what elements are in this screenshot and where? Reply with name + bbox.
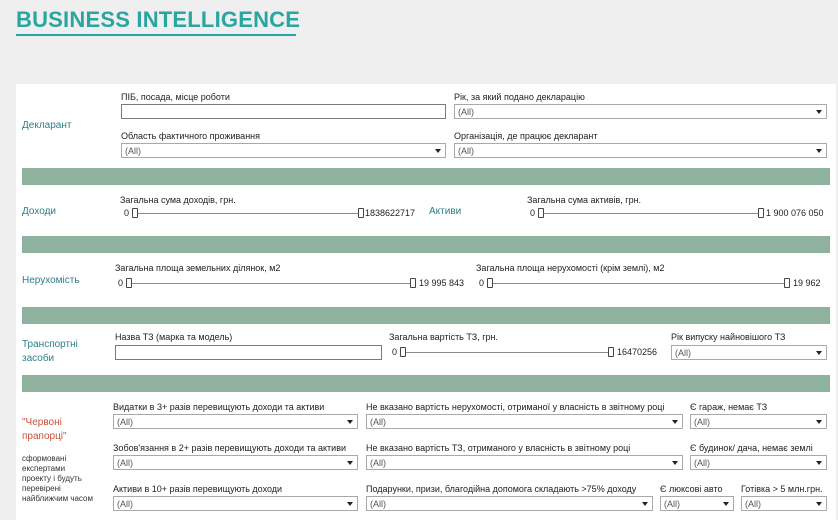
vehicle-cost-max-handle[interactable]	[608, 347, 614, 357]
flag-vehicle-cost-label: Не вказано вартість ТЗ, отриманого у власність в звітному році	[366, 443, 631, 453]
chevron-down-icon	[347, 461, 353, 465]
flag-house-label: Є будинок/ дача, немає землі	[690, 443, 813, 453]
flag-cash-select[interactable]	[741, 496, 827, 511]
red-flags-note	[22, 454, 93, 504]
flag-select-value: (All)	[694, 417, 710, 427]
flag-select-value: (All)	[117, 499, 133, 509]
chevron-down-icon	[816, 149, 822, 153]
year-select[interactable]	[454, 104, 827, 119]
chevron-down-icon	[816, 351, 822, 355]
org-select-value: (All)	[458, 146, 474, 156]
note-line: сформовані	[22, 454, 67, 463]
assets-label: Загальна сума активів, грн.	[527, 195, 642, 205]
realty-slider[interactable]	[479, 277, 829, 291]
realty-min: 0	[479, 278, 485, 288]
title-underline	[16, 34, 296, 36]
flag-select-value: (All)	[370, 458, 386, 468]
red-flags-line2: прапорці"	[22, 431, 67, 442]
vehicle-cost-label: Загальна вартість ТЗ, грн.	[389, 332, 498, 342]
land-min-handle[interactable]	[126, 278, 132, 288]
flag-cash-label: Готівка > 5 млн.грн.	[741, 484, 823, 494]
vehicle-year-select[interactable]	[671, 345, 827, 360]
realty-label: Загальна площа нерухомості (крім землі), м2	[476, 263, 665, 273]
flag-luxury-label: Є люксові авто	[660, 484, 723, 494]
slider-track	[132, 213, 360, 214]
flag-select-value: (All)	[694, 458, 710, 468]
assets-min: 0	[530, 208, 536, 218]
flag-select-value: (All)	[117, 417, 133, 427]
flag-house-select[interactable]	[690, 455, 827, 470]
vehicle-cost-max: 16470256	[617, 347, 658, 357]
chevron-down-icon	[435, 149, 441, 153]
income-label: Загальна сума доходів, грн.	[120, 195, 236, 205]
chevron-down-icon	[672, 461, 678, 465]
chevron-down-icon	[816, 461, 822, 465]
assets-max: 1 900 076 050	[766, 208, 824, 218]
vehicle-name-label: Назва ТЗ (марка та модель)	[115, 332, 233, 342]
chevron-down-icon	[723, 502, 729, 506]
slider-track	[487, 283, 790, 284]
flag-luxury-select[interactable]	[660, 496, 734, 511]
note-line: проекту і будуть	[22, 474, 82, 483]
region-label: Область фактичного проживання	[121, 131, 261, 141]
section-vehicles-line1: Транспортні	[22, 339, 78, 350]
vehicle-cost-min: 0	[392, 347, 398, 357]
chevron-down-icon	[642, 502, 648, 506]
land-max-handle[interactable]	[410, 278, 416, 288]
section-vehicles	[22, 338, 78, 366]
chevron-down-icon	[347, 502, 353, 506]
flag-select-value: (All)	[664, 499, 680, 509]
vehicle-year-label: Рік випуску найновішого ТЗ	[671, 332, 786, 342]
vehicle-cost-min-handle[interactable]	[400, 347, 406, 357]
chevron-down-icon	[816, 502, 822, 506]
slider-track	[400, 352, 612, 353]
flag-select-value: (All)	[117, 458, 133, 468]
flag-select-value: (All)	[370, 499, 386, 509]
name-input[interactable]	[121, 104, 446, 119]
income-min: 0	[124, 208, 130, 218]
land-min: 0	[118, 278, 124, 288]
section-income: Доходи	[22, 206, 56, 217]
land-label: Загальна площа земельних ділянок, м2	[115, 263, 281, 273]
flag-realty-cost-label: Не вказано вартість нерухомості, отриманої у власність в звітному році	[366, 402, 665, 412]
income-max-handle[interactable]	[358, 208, 364, 218]
chevron-down-icon	[816, 420, 822, 424]
note-line: найближчим часом	[22, 494, 93, 503]
flag-liabilities-select[interactable]	[113, 455, 358, 470]
note-line: експертами	[22, 464, 66, 473]
flag-expenses-label: Видатки в 3+ разів перевищують доходи та активи	[113, 402, 325, 412]
vehicle-cost-slider[interactable]	[392, 346, 672, 360]
chevron-down-icon	[816, 110, 822, 114]
assets-slider[interactable]	[530, 207, 830, 221]
realty-max: 19 962	[793, 278, 821, 288]
flag-realty-cost-select[interactable]	[366, 414, 683, 429]
section-property: Нерухомість	[22, 275, 80, 286]
vehicle-year-select-value: (All)	[675, 348, 691, 358]
section-divider	[22, 168, 830, 185]
realty-min-handle[interactable]	[487, 278, 493, 288]
filter-panel	[16, 84, 836, 520]
section-divider	[22, 236, 830, 253]
land-slider[interactable]	[118, 277, 478, 291]
flag-assets-income-select[interactable]	[113, 496, 358, 511]
section-divider	[22, 375, 830, 392]
slider-track	[538, 213, 762, 214]
flag-gifts-label: Подарунки, призи, благодійна допомога складають >75% доходу	[366, 484, 637, 494]
region-select-value: (All)	[125, 146, 141, 156]
vehicle-name-input[interactable]	[115, 345, 382, 360]
chevron-down-icon	[347, 420, 353, 424]
assets-min-handle[interactable]	[538, 208, 544, 218]
chevron-down-icon	[672, 420, 678, 424]
assets-max-handle[interactable]	[758, 208, 764, 218]
flag-gifts-select[interactable]	[366, 496, 653, 511]
note-line: перевірені	[22, 484, 61, 493]
flag-garage-select[interactable]	[690, 414, 827, 429]
year-select-value: (All)	[458, 107, 474, 117]
flag-expenses-select[interactable]	[113, 414, 358, 429]
flag-select-value: (All)	[370, 417, 386, 427]
income-slider[interactable]	[124, 207, 424, 221]
flag-garage-label: Є гараж, немає ТЗ	[690, 402, 768, 412]
realty-max-handle[interactable]	[784, 278, 790, 288]
section-vehicles-line2: засоби	[22, 353, 55, 364]
page-title: BUSINESS INTELLIGENCE	[16, 7, 301, 32]
red-flags-line1: "Червоні	[22, 417, 62, 428]
section-red-flags	[22, 416, 67, 444]
section-assets: Активи	[429, 206, 462, 217]
org-select[interactable]	[454, 143, 827, 158]
slider-track	[126, 283, 416, 284]
flag-liabilities-label: Зобов'язання в 2+ разів перевищують доходи та активи	[113, 443, 347, 453]
name-label: ПІБ, посада, місце роботи	[121, 92, 230, 102]
region-select[interactable]	[121, 143, 446, 158]
flag-vehicle-cost-select[interactable]	[366, 455, 683, 470]
income-max: 1838622717	[365, 208, 416, 218]
org-label: Організація, де працює декларант	[454, 131, 598, 141]
land-max: 19 995 843	[419, 278, 465, 288]
flag-assets-income-label: Активи в 10+ разів перевищують доходи	[113, 484, 283, 494]
income-min-handle[interactable]	[132, 208, 138, 218]
section-divider	[22, 307, 830, 324]
section-declarant: Декларант	[22, 120, 72, 131]
flag-select-value: (All)	[745, 499, 761, 509]
year-label: Рік, за який подано декларацію	[454, 92, 585, 102]
